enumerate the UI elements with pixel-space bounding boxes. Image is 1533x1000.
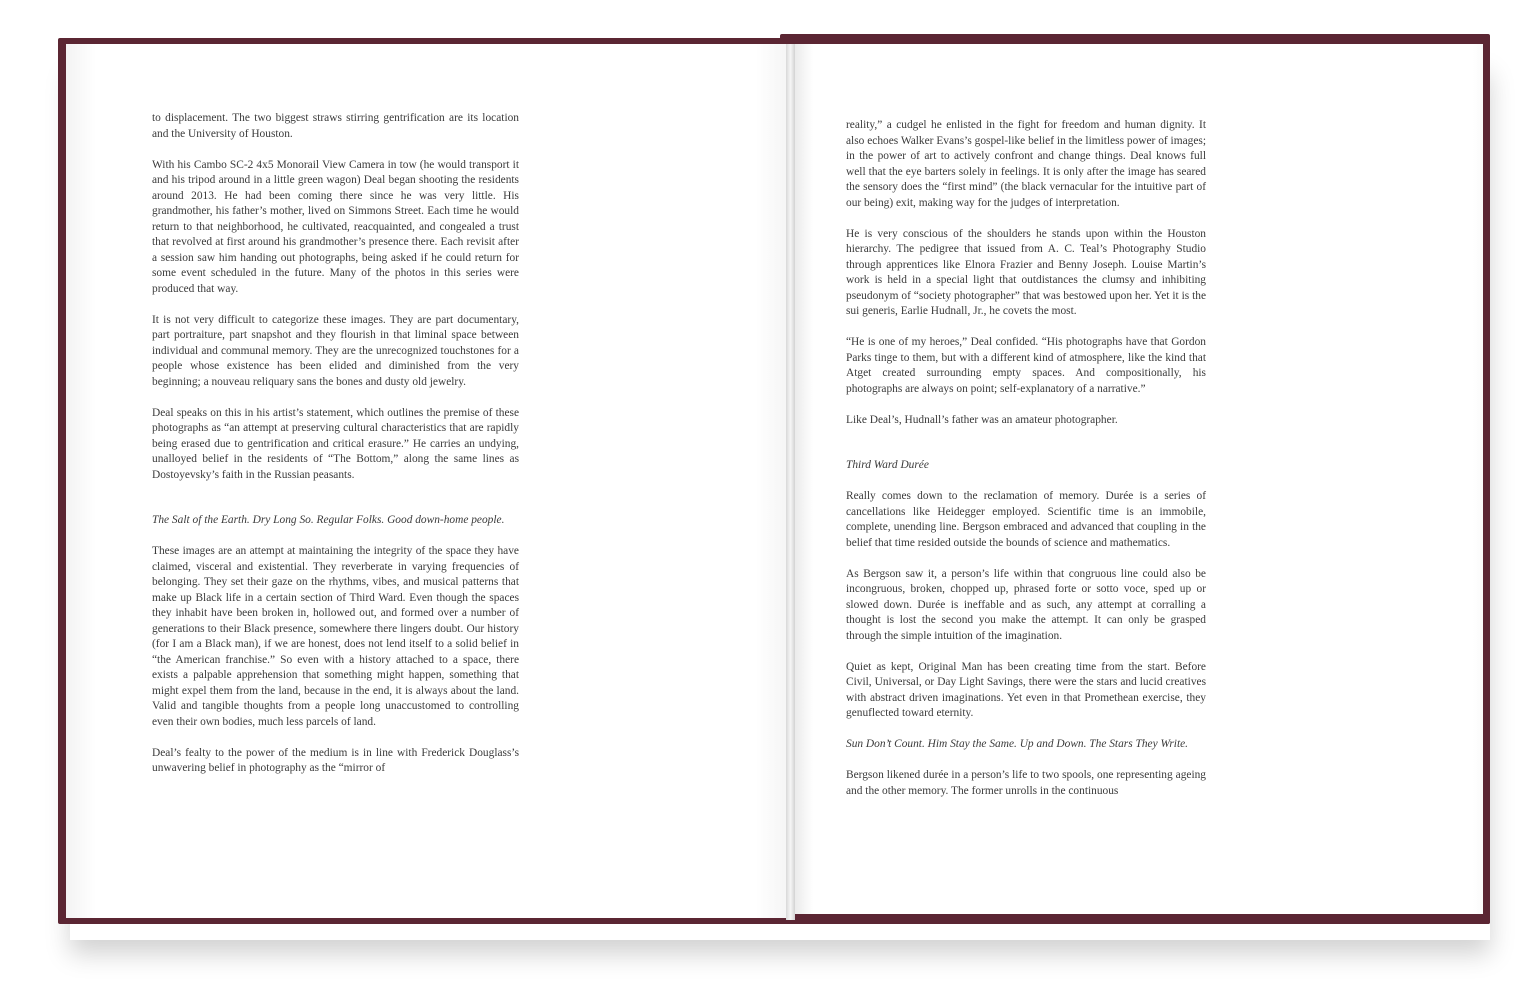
right-paragraph-7: Quiet as kept, Original Man has been creating time from the start. Before Civil, Universal, or Day Light Savings, there were the stars and lucid creatives with abstract driven imaginations. Yet even in that Promethean exercise, they genuflected toward eternity. xyxy=(846,660,1206,719)
left-paragraph-5: These images are an attempt at maintaining the integrity of the space they have claimed, visceral and existential. They reverberate in varying frequencies of belonging. They set their gaze on the rhythms, vibes, and musical patterns that make up Black life in a certain section of Third Ward. Even though the spaces they inhabit have been broken in, hollowed out, and formed over a number of generations to their Black presence, somewhere there lingers doubt. Our history (for I am a Black man), if we are honest, does not lend itself to a solid belief in “the American franchise.” So even with a history attached to a space, there exists a palpable apprehension that something might happen, something that might expel them from the land, because in the end, it is always about the land. Valid and tangible thoughts from a people long unaccustomed to controlling even their own bodies, much less parcels of land. xyxy=(152,545,519,728)
left-page-text xyxy=(152,111,519,792)
right-page-text xyxy=(846,118,1206,815)
left-paragraph-3: It is not very difficult to categorize these images. They are part documentary, part portraiture, part snapshot and they flourish in that liminal space between individual and communal memory. They are the unrecognized touchstones for a people whose existence has been elided and diminished from the very beginning; a nouveau reliquary sans the bones and dusty old jewelry. xyxy=(152,313,519,388)
right-paragraph-4: Like Deal’s, Hudnall’s father was an amateur photographer. xyxy=(846,413,1118,426)
book-gutter xyxy=(786,44,795,920)
left-paragraph-1: to displacement. The two biggest straws stirring gentrification are its location and the University of Houston. xyxy=(152,112,519,140)
right-paragraph-8: Bergson likened durée in a person’s life to two spools, one representing ageing and the other memory. The former unrolls in the continuous xyxy=(846,769,1206,797)
right-paragraph-5: Really comes down to the reclamation of memory. Durée is a series of cancellations like Heidegger employed. Scientific time is an immobile, complete, unending line. Bergson embraced and advanced that coupling in the belief that time resided outside the bounds of science and mathematics. xyxy=(846,490,1206,549)
right-section-heading-2: Sun Don’t Count. Him Stay the Same. Up and Down. The Stars They Write. xyxy=(846,738,1189,750)
right-paragraph-6: As Bergson saw it, a person’s life within that congruous line could also be incongruous, broken, chopped up, phrased forte or sotto voce, sped up or slowed down. Durée is ineffable and as such, any attempt at corralling a thought is lost the second you make the attempt. It can only be grasped through the simple intuition of the imagination. xyxy=(846,567,1206,642)
left-paragraph-2: With his Cambo SC-2 4x5 Monorail View Camera in tow (he would transport it and his tripod around in a little green wagon) Deal began shooting the residents around 2013. He had been coming there since he was very little. His grandmother, his father’s mother, lived on Simmons Street. Each time he would return to that neighborhood, he cultivated, reacquainted, and congealed a trust that revolved at first around his grandmother’s presence there. Each revisit after a session saw him handing out photographs, being asked if he could return for some event scheduled in the future. Many of the photos in this series were produced that way. xyxy=(152,158,519,295)
left-section-heading: The Salt of the Earth. Dry Long So. Regular Folks. Good down-home people. xyxy=(152,514,505,526)
left-paragraph-6: Deal’s fealty to the power of the medium is in line with Frederick Douglass’s unwavering belief in photography as the “mirror of xyxy=(152,746,519,774)
right-paragraph-3: “He is one of my heroes,” Deal confided. “His photographs have that Gordon Parks tinge to them, but with a different kind of atmosphere, like the kind that Atget created surrounding empty spaces. And compositionally, his photographs are always on point; self-explanatory of a narrative.” xyxy=(846,336,1206,395)
right-paragraph-2: He is very conscious of the shoulders he stands upon within the Houston hierarchy. The pedigree that issued from A. C. Teal’s Photography Studio through apprentices like Elnora Frazier and Benny Joseph. Louise Martin’s work is held in a special light that outdistances the clumsy and inhibiting pseudonym of “society photographer” that was bestowed upon her. Yet it is the sui generis, Earlie Hudnall, Jr., he covets the most. xyxy=(846,227,1206,317)
left-paragraph-4: Deal speaks on this in his artist’s statement, which outlines the premise of these photographs as “an attempt at preserving cultural characteristics that are rapidly being erased due to gentrification and critical erasure.” He carries an undying, unalloyed belief in the residents of “The Bottom,” along the same lines as Dostoyevsky’s faith in the Russian peasants. xyxy=(152,406,519,481)
right-section-heading-1: Third Ward Durée xyxy=(846,459,929,471)
right-paragraph-1: reality,” a cudgel he enlisted in the fight for freedom and human dignity. It also echoes Walker Evans’s gospel-like belief in the limitless power of images; in the power of art to actively confront and change things. Deal knows full well that the eye barters solely in feelings. It is only after the image has seared the sensory does the “first mind” (the black vernacular for the intuitive part of our being) exit, making way for the judges of interpretation. xyxy=(846,119,1206,209)
